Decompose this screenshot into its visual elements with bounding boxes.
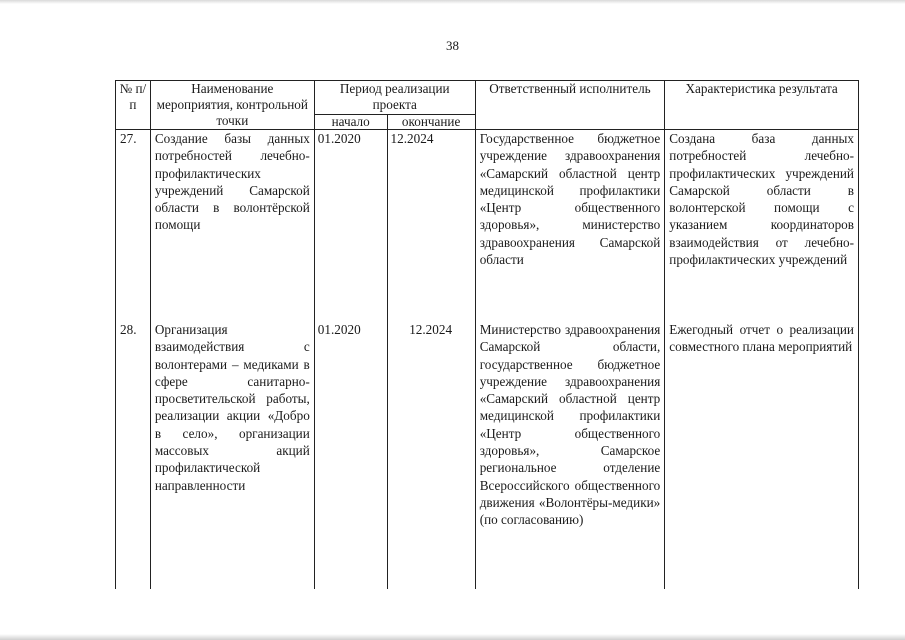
row-start-date: 01.2020: [314, 130, 387, 319]
row-executor: Министерство здравоохранения Самарской области, государственное бюджетное учреждение здравоохранения «Самарский областной центр медицинской профилактики «Центр общественного здоровья», Самарское региональное отделение Всероссийского общественного движения «Волонтёры-медики» (по согласованию): [475, 318, 665, 589]
scan-edge-top: [0, 0, 905, 4]
row-executor: Государственное бюджетное учреждение здравоохранения «Самарский областной центр медицинской профилактики «Центр общественного здоровья», министерство здравоохранения Самарской области: [475, 130, 665, 319]
header-end: окончание: [387, 114, 475, 129]
row-event-name: Создание базы данных потребностей лечебно-профилактических учреждений Самарской области в волонтёрской помощи: [150, 130, 314, 319]
row-number: 27.: [116, 130, 151, 319]
table-header: [116, 81, 859, 130]
header-num: № п/п: [116, 81, 151, 130]
scan-edge-bottom: [0, 634, 905, 640]
table-row: [116, 130, 859, 319]
row-event-name: Организация взаимодействия с волонтерами – медиками в сфере санитарно-просветительской работы, реализации акции «Добро в село», организации массовых акций профилактической направленности: [150, 318, 314, 589]
header-start: начало: [314, 114, 387, 129]
row-result: Ежегодный отчет о реализации совместного плана мероприятий: [665, 318, 859, 589]
row-end-date: 12.2024: [387, 130, 475, 319]
row-result: Создана база данных потребностей лечебно-профилактических учреждений Самарской области в волонтерской помощи с указанием координаторов взаимодействия от лечебно-профилактических учреждений: [665, 130, 859, 319]
header-result: Характеристика результата: [665, 81, 859, 130]
row-number: 28.: [116, 318, 151, 589]
header-period: Период реализации проекта: [314, 81, 475, 115]
page-number: 38: [446, 38, 459, 53]
table-row: [116, 318, 859, 589]
header-name: Наименование мероприятия, контрольной точки: [150, 81, 314, 130]
row-end-date: 12.2024: [387, 318, 475, 589]
events-table: [115, 80, 859, 589]
row-start-date: 01.2020: [314, 318, 387, 589]
header-executor: Ответственный исполнитель: [475, 81, 665, 130]
